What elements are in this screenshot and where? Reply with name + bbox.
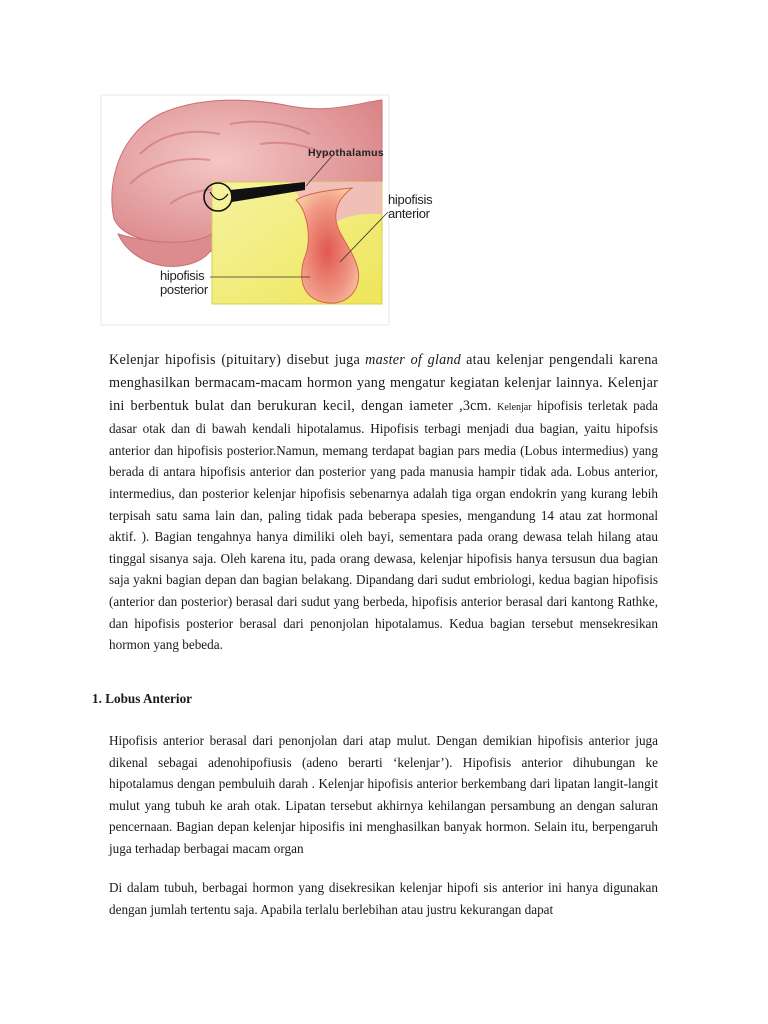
hormone-paragraph	[109, 877, 658, 920]
intro-sentence-2: atau kelenjar pengendali karena menghasilkan bermacam-macam hormon yang mengatur kegiatan kelenjar lainnya. Kelenjar ini berbentuk bulat dan berukuran kecil, dengan iameter ,3cm.	[109, 352, 658, 414]
posterior-label-line2: posterior	[160, 281, 208, 297]
anterior-label-line1: hipofisis	[388, 192, 433, 207]
anterior-pituitary-label	[388, 193, 432, 220]
intro-body: hipofisis terletak pada dasar otak dan di bawah kendali hipotalamus. Hipofisis terbagi menjadi dua bagian, yaitu hipofsis anterior dan hipofisis posterior.Namun, memang terdapat bagian pars media (Lobus intermedius) yang berada di antara hipofisis anterior dan posterior yang pada manusia hampir tidak ada. Lobus anterior, intermedius, dan posterior kelenjar hipofisis sebenarnya adalah tiga organ endokrin yang kurang lebih terpisah satu sama lain dan, paling tidak pada beberapa spesies, mengandung 14 atau zat hormonal aktif. ). Bagian tengahnya hanya dimiliki oleh bayi, sementara pada orang dewasa telah hilang atau tinggal sisanya saja. Oleh karena itu, pada orang dewasa, kelenjar hipofisis hanya tersusun dua bagian saja yakni bagian depan dan bagian belakang. Dipandang dari sudut embriologi, kedua bagian hipofisis (anterior dan posterior) berasal dari sudut yang berbeda, hipofisis anterior berasal dari kantong Rathke, dan hipofisis posterior berasal dari penonjolan hipotalamus. Kedua bagian tersebut mensekresikan hormon yang bebeda.	[109, 397, 659, 653]
anterior-label-line2: anterior	[388, 205, 430, 221]
intro-small-word: Kelenjar	[497, 401, 532, 413]
posterior-pituitary-label	[160, 269, 208, 296]
pituitary-diagram	[100, 94, 433, 326]
pituitary-illustration	[100, 94, 390, 326]
intro-sentence-1: Kelenjar hipofisis (pituitary) disebut juga	[109, 352, 360, 368]
anterior-paragraph	[109, 730, 658, 860]
hormone-paragraph-text: Di dalam tubuh, berbagai hormon yang disekresikan kelenjar hipofi sis anterior ini hanya digunakan dengan jumlah tertentu saja. Apabila terlalu berlebihan atau justru kekurangan dapat	[109, 880, 658, 917]
section-heading: 1. Lobus Anterior	[92, 691, 193, 706]
intro-paragraph	[109, 349, 658, 656]
hypothalamus-label: Hypothalamus	[308, 147, 384, 159]
anterior-paragraph-text: Hipofisis anterior berasal dari penonjolan dari atap mulut. Dengan demikian hipofisis anterior juga dikenal sebagai adenohipofiusis (adeno berarti ‘kelenjar’). Hipofisis anterior dihubungan ke hipotalamus dengan pembuluih darah . Kelenjar hipofisis anterior berkembang dari lipatan langit-langit mulut yang tubuh ke arah otak. Lipatan tersebut akhirnya kehilangan persambung an dengan saluran pencernaan. Bagian depan kelenjar hiposifis ini menghasilkan banyak hormon. Selain itu, berpengaruh juga terhadap berbagai macam organ	[109, 733, 658, 856]
intro-italic-term: master of gland	[365, 352, 461, 368]
posterior-label-line1: hipofisis	[160, 268, 205, 283]
